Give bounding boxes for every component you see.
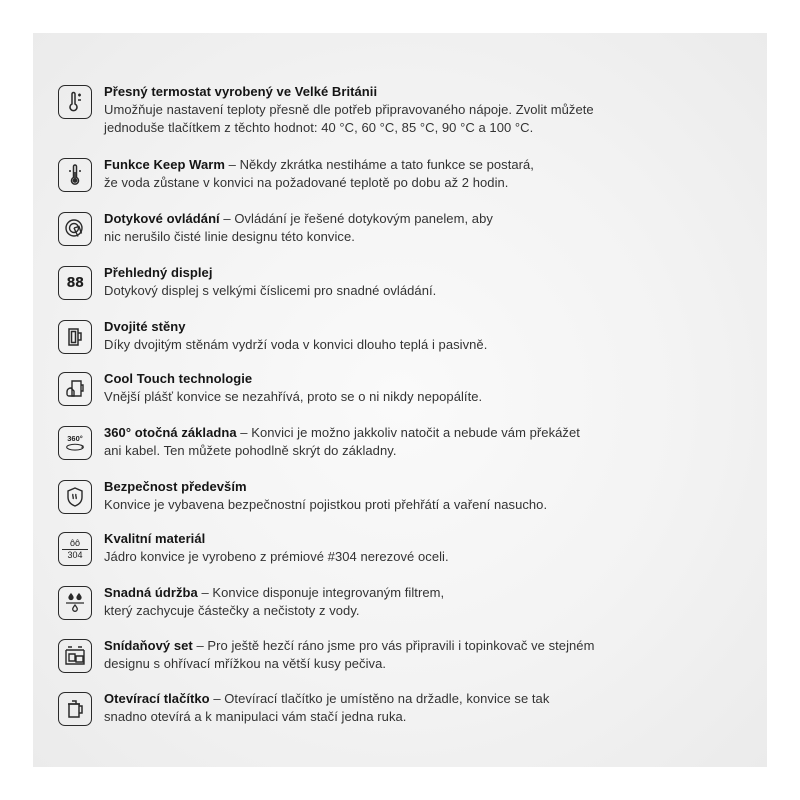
feature-description: – Ovládání je řešené dotykovým panelem, aby — [219, 211, 493, 226]
feature-description: Dotykový displej s velkými číslicemi pro snadné ovládání. — [104, 283, 437, 298]
feature-material — [58, 530, 718, 566]
feature-title: Přesný termostat vyrobený ve Velké Británii — [104, 84, 378, 99]
feature-description: Konvice je vybavena bezpečnostní pojistkou proti přehřátí a vaření nasucho. — [104, 497, 548, 512]
feature-title: Bezpečnost především — [104, 479, 247, 494]
feature-description: nic nerušilo čisté linie designu této konvice. — [104, 229, 355, 244]
feature-title: Snídaňový set — [104, 638, 193, 653]
feature-maintenance — [58, 584, 718, 620]
thermostat-icon — [58, 85, 92, 119]
feature-title: Dotykové ovládání — [104, 211, 220, 226]
feature-title: 360° otočná základna — [104, 425, 237, 440]
safety-icon — [58, 480, 92, 514]
display-digits: 88 — [66, 275, 84, 291]
display-icon — [58, 266, 92, 300]
feature-safety — [58, 478, 718, 514]
feature-keep-warm — [58, 156, 718, 192]
feature-display — [58, 264, 718, 300]
feature-title: Dvojité stěny — [104, 319, 186, 334]
feature-cool-touch — [58, 370, 718, 406]
feature-description: Umožňuje nastavení teploty přesně dle potřeb připravovaného nápoje. Zvolit můžete — [104, 102, 594, 117]
feature-description: – Konvici je možno jakkoliv natočit a nebude vám překážet — [236, 425, 580, 440]
feature-title: Funkce Keep Warm — [104, 157, 225, 172]
feature-description: designu s ohřívací mřížkou na větší kusy pečiva. — [104, 656, 387, 671]
feature-description: který zachycuje částečky a nečistoty z vody. — [104, 603, 360, 618]
feature-description: Jádro konvice je vyrobeno z prémiové #304 nerezové oceli. — [104, 549, 449, 564]
breakfast-set-icon — [58, 639, 92, 673]
lid-button-icon — [58, 692, 92, 726]
feature-description: – Konvice disponuje integrovaným filtrem, — [197, 585, 445, 600]
feature-title: Přehledný displej — [104, 265, 213, 280]
feature-lid-button — [58, 690, 718, 726]
feature-title: Cool Touch technologie — [104, 371, 253, 386]
water-filter-icon — [58, 586, 92, 620]
feature-description: Vnější plášť konvice se nezahřívá, proto se o ni nikdy nepopálíte. — [104, 389, 483, 404]
double-wall-icon — [58, 320, 92, 354]
touch-icon — [58, 212, 92, 246]
feature-touch-control — [58, 210, 718, 246]
feature-description: že voda zůstane v konvici na požadované teplotě po dobu až 2 hodin. — [104, 175, 509, 190]
feature-title: Otevírací tlačítko — [104, 691, 210, 706]
feature-thermostat — [58, 83, 718, 137]
feature-description: – Otevírací tlačítko je umístěno na držadle, konvice se tak — [209, 691, 550, 706]
feature-double-wall — [58, 318, 718, 354]
thermometer-icon — [58, 158, 92, 192]
steel-304-icon — [58, 532, 92, 566]
rotation-360-icon — [58, 426, 92, 460]
cool-touch-icon — [58, 372, 92, 406]
feature-title: Kvalitní materiál — [104, 531, 206, 546]
feature-description: jednoduše tlačítkem z těchto hodnot: 40 °C, 60 °C, 85 °C, 90 °C a 100 °C. — [104, 120, 534, 135]
feature-description: – Někdy zkrátka nestiháme a tato funkce se postará, — [224, 157, 534, 172]
rotation-label: 360° — [67, 434, 83, 443]
feature-title: Snadná údržba — [104, 585, 198, 600]
feature-360-base — [58, 424, 718, 460]
feature-description: snadno otevírá a k manipulaci vám stačí jedna ruka. — [104, 709, 407, 724]
feature-description: ani kabel. Ten můžete pohodlně skrýt do základny. — [104, 443, 397, 458]
feature-description: – Pro ještě hezčí ráno jsme pro vás připravili i topinkovač ve stejném — [192, 638, 595, 653]
feature-description: Díky dvojitým stěnám vydrží voda v konvici dlouho teplá i pasivně. — [104, 337, 488, 352]
feature-breakfast-set — [58, 637, 718, 673]
steel-drops: ôô — [69, 538, 80, 548]
steel-grade: 304 — [67, 550, 83, 560]
